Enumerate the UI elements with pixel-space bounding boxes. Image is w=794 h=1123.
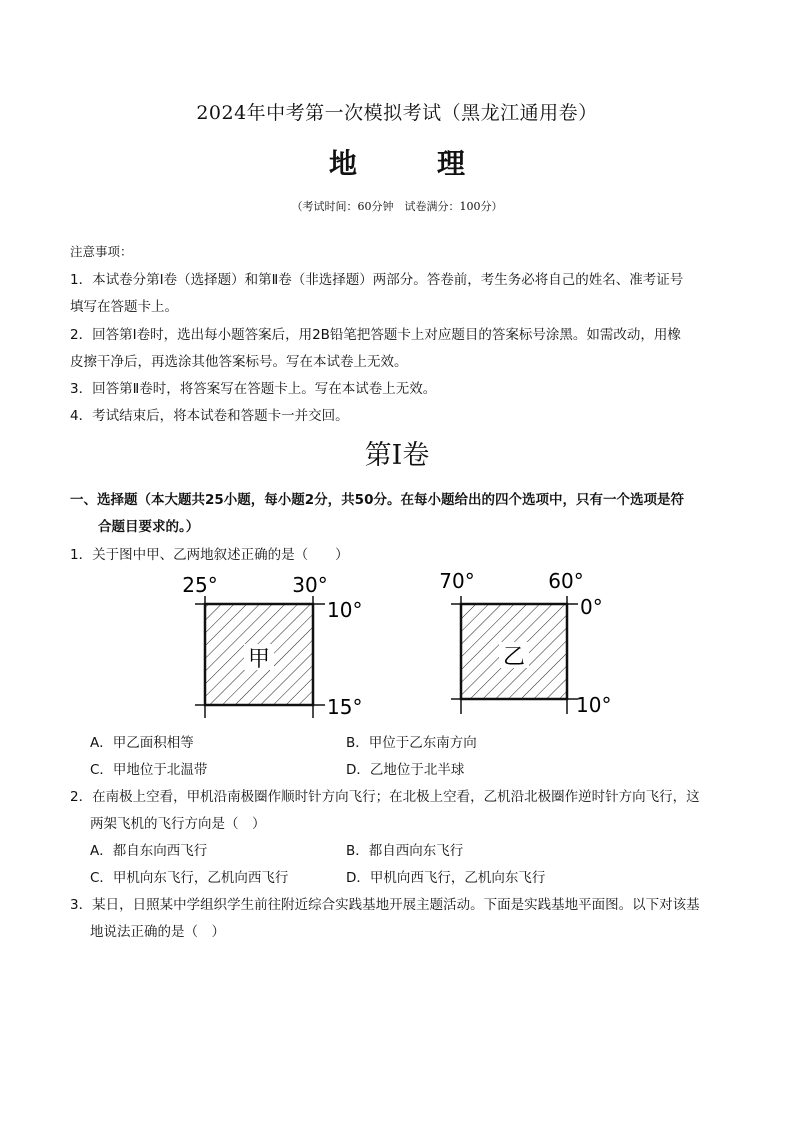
q2-option-d: D．甲机向西飞行，乙机向东飞行 — [346, 870, 546, 886]
q1-option-d: D．乙地位于北半球 — [346, 762, 465, 778]
notice-item-2-line-2: 皮擦干净后，再选涂其他答案标号。写在本试卷上无效。 — [70, 354, 408, 370]
exam-info: （考试时间：60分钟 试卷满分：100分） — [291, 200, 503, 213]
notice-item-1-line-2: 填写在答题卡上。 — [70, 299, 178, 315]
q1-option-c: C．甲地位于北温带 — [90, 762, 208, 778]
notice-item-1-line-1: 1．本试卷分第Ⅰ卷（选择题）和第Ⅱ卷（非选择题）两部分。答卷前，考生务必将自己的姓名、准考证号 — [70, 272, 684, 288]
lat-label-yi-top: 0° — [580, 595, 603, 619]
question-3-stem-line-1: 3．某日，日照某中学组织学生前往附近综合实践基地开展主题活动。下面是实践基地平面图。以下对该基 — [70, 897, 700, 913]
grid-jia — [182, 573, 362, 719]
section-title: 第Ⅰ卷 — [364, 440, 430, 471]
lon-label-yi-right: 60° — [548, 569, 584, 593]
subject-title: 地 理 — [328, 147, 491, 180]
notice-item-2-line-1: 2．回答第Ⅰ卷时，选出每小题答案后，用2B铅笔把答题卡上对应题目的答案标号涂黑。如需改动，用橡 — [70, 327, 681, 343]
question-2-stem-line-1: 2．在南极上空看，甲机沿南极圈作顺时针方向飞行；在北极上空看，乙机沿北极圈作逆时针方向飞行，这 — [70, 789, 700, 805]
label-jia: 甲 — [247, 647, 271, 672]
q1-option-b: B．甲位于乙东南方向 — [346, 735, 477, 751]
question-1-stem: 1．关于图中甲、乙两地叙述正确的是（ ） — [70, 547, 349, 563]
lat-lon-figure — [170, 566, 620, 722]
question-2-stem-line-2: 两架飞机的飞行方向是（ ） — [90, 816, 266, 832]
lon-label-yi-left: 70° — [439, 569, 475, 593]
q1-option-a: A．甲乙面积相等 — [90, 735, 194, 751]
lon-label-jia-right: 30° — [292, 573, 328, 597]
lon-label-jia-left: 25° — [182, 573, 218, 597]
lat-label-jia-bottom: 15° — [327, 695, 363, 719]
lat-label-yi-bottom: 10° — [576, 693, 612, 717]
q2-option-b: B．都自西向东飞行 — [346, 843, 464, 859]
notice-item-3: 3．回答第Ⅱ卷时，将答案写在答题卡上。写在本试卷上无效。 — [70, 381, 437, 397]
part-heading-line-1: 一、选择题（本大题共25小题，每小题2分，共50分。在每小题给出的四个选项中，只有一个选项是符 — [70, 492, 684, 508]
notice-heading: 注意事项： — [70, 244, 133, 259]
grid-yi — [439, 569, 611, 717]
q2-option-a: A．都自东向西飞行 — [90, 843, 208, 859]
part-heading-line-2: 合题目要求的。） — [98, 519, 200, 535]
q2-option-c: C．甲机向东飞行，乙机向西飞行 — [90, 870, 289, 886]
notice-item-4: 4．考试结束后，将本试卷和答题卡一并交回。 — [70, 408, 349, 424]
label-yi: 乙 — [502, 645, 526, 670]
question-3-stem-line-2: 地说法正确的是（ ） — [90, 924, 225, 940]
exam-title: 2024年中考第一次模拟考试（黑龙江通用卷） — [196, 102, 598, 124]
lat-label-jia-top: 10° — [327, 598, 363, 622]
